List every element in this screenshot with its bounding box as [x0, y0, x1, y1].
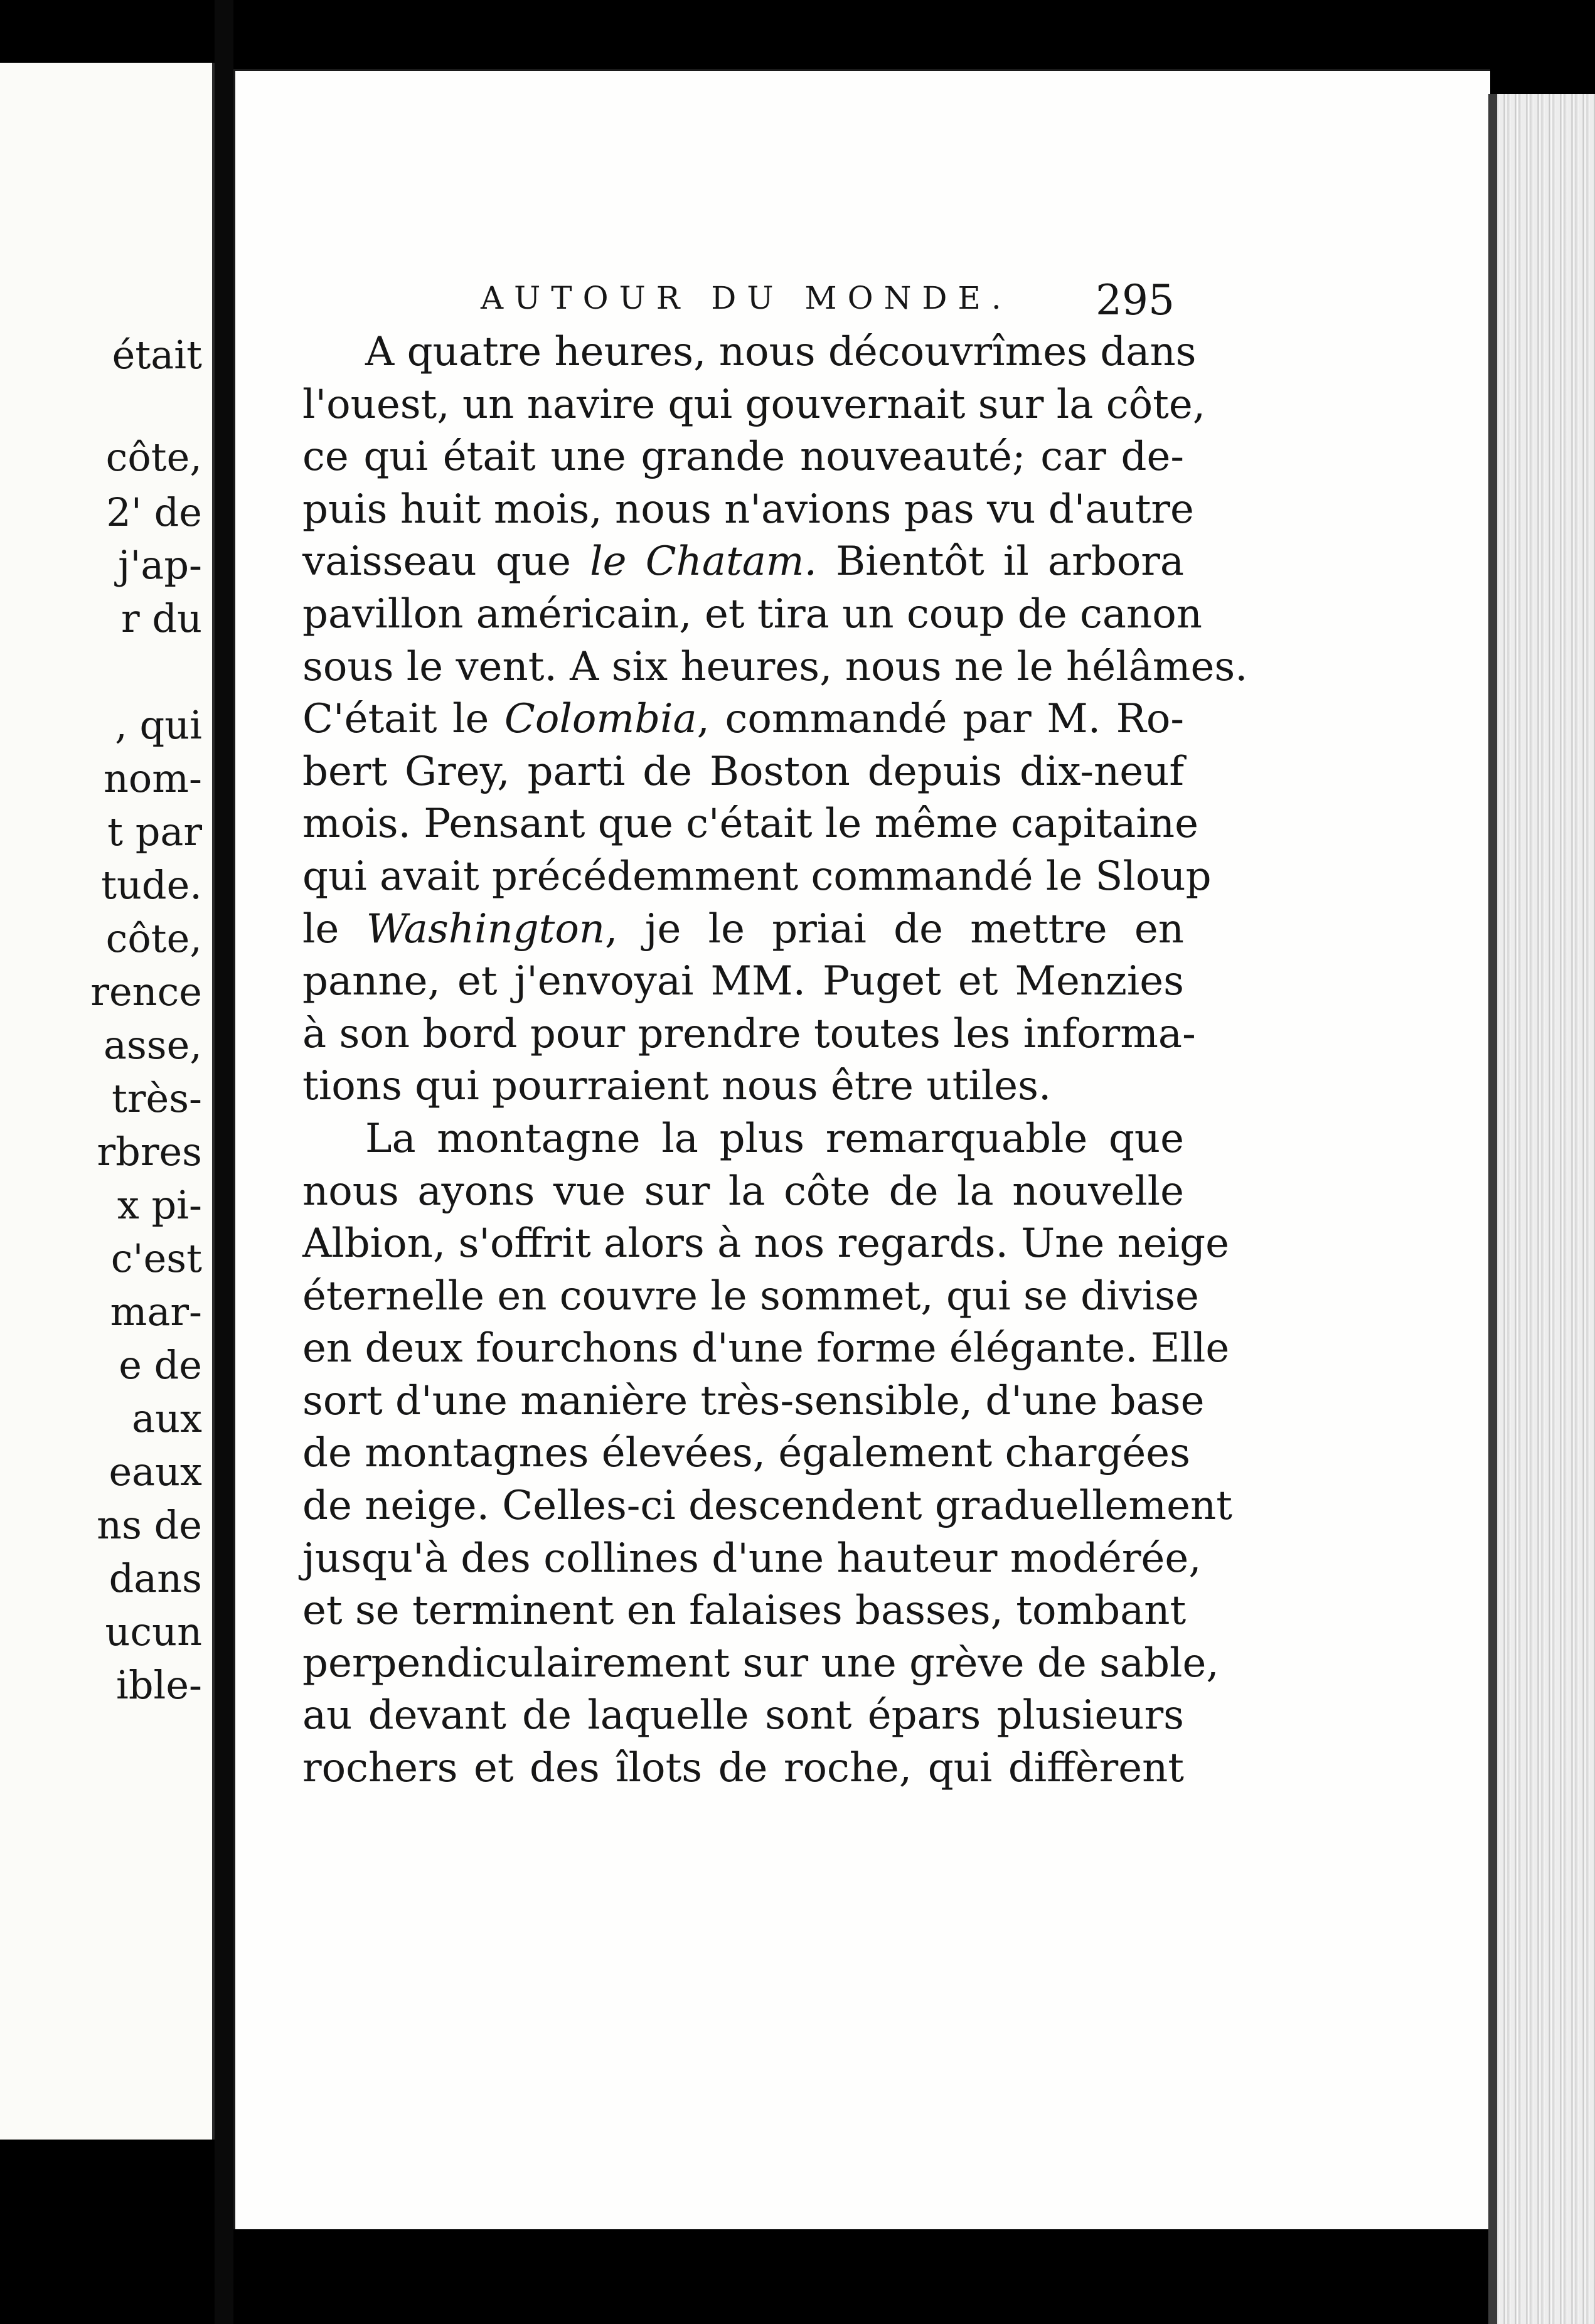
- facing-page-line: rbres: [97, 1129, 202, 1175]
- paragraph-2-line: et se terminent en falaises basses, tombant: [302, 1587, 1187, 1634]
- paragraph-1-line: l'ouest, un navire qui gouvernait sur la côte,: [302, 381, 1206, 428]
- paragraph-1-line: panne, et j'envoyai MM. Puget et Menzies: [302, 958, 1184, 1005]
- facing-page-line: , qui: [115, 702, 202, 748]
- facing-page-line: e de: [119, 1342, 202, 1388]
- paragraph-2-line: nous ayons vue sur la côte de la nouvelle: [302, 1168, 1184, 1215]
- paragraph-2-line: rochers et des îlots de roche, qui diffèrent: [302, 1745, 1184, 1792]
- facing-page-line: ible-: [116, 1662, 202, 1708]
- ship-name: Colombia: [504, 696, 697, 743]
- paragraph-2-line: La montagne la plus remarquable que: [365, 1115, 1184, 1162]
- facing-page-line: 2' de: [106, 489, 202, 535]
- paragraph-2-line: Albion, s'offrit alors à nos regards. Une neige: [302, 1220, 1229, 1267]
- facing-page-line: t par: [107, 809, 202, 855]
- paragraph-2-line: perpendiculairement sur une grève de sable,: [302, 1639, 1219, 1687]
- facing-page-line: nom-: [104, 755, 202, 801]
- page-edge-shadow: [1488, 94, 1497, 2324]
- facing-page-line: tude.: [101, 862, 202, 908]
- page-edges: [1488, 94, 1595, 2324]
- facing-page-line: dans: [109, 1555, 202, 1601]
- facing-page-line: rence: [90, 969, 202, 1015]
- page-number: 295: [1096, 276, 1175, 324]
- paragraph-1-line: puis huit mois, nous n'avions pas vu d'autre: [302, 486, 1194, 533]
- facing-page-line: côte,: [105, 915, 202, 961]
- paragraph-1-line: C'était le Colombia, commandé par M. Ro-: [302, 696, 1185, 743]
- facing-page-line: asse,: [104, 1022, 202, 1068]
- facing-page: [0, 63, 215, 2140]
- paragraph-1-line: ce qui était une grande nouveauté; car de-: [302, 434, 1184, 481]
- paragraph-1-line: mois. Pensant que c'était le même capitaine: [302, 801, 1198, 848]
- paragraph-2-line: en deux fourchons d'une forme élégante. Elle: [302, 1325, 1230, 1372]
- facing-page-line: était: [112, 332, 202, 378]
- book-gutter: [215, 0, 233, 2324]
- facing-page-line: aux: [132, 1395, 202, 1441]
- facing-page-line: r du: [121, 595, 202, 641]
- paragraph-2-line: sort d'une manière très-sensible, d'une base: [302, 1377, 1205, 1424]
- paragraph-1-line: vaisseau que le Chatam. Bientôt il arbora: [302, 538, 1184, 585]
- paragraph-1-line: A quatre heures, nous découvrîmes dans: [365, 329, 1197, 375]
- facing-page-line: eaux: [109, 1449, 202, 1495]
- paragraph-2-line: de montagnes élevées, également chargées: [302, 1430, 1190, 1477]
- facing-page-line: mar-: [110, 1289, 202, 1335]
- facing-page-line: ns de: [97, 1502, 202, 1548]
- body-text: [302, 326, 1248, 1795]
- ship-name: le Chatam.: [590, 538, 817, 585]
- paragraph-1-line: sous le vent. A six heures, nous ne le hélâmes.: [302, 643, 1248, 690]
- paragraph-1-line: bert Grey, parti de Boston depuis dix-neuf: [302, 748, 1184, 795]
- paragraph-2-line: de neige. Celles-ci descendent graduellement: [302, 1483, 1232, 1530]
- paragraph-1-line: à son bord pour prendre toutes les informa-: [302, 1010, 1196, 1057]
- paragraph-2-line: jusqu'à des collines d'une hauteur modérée,: [302, 1535, 1202, 1582]
- paragraph-1-line: tions qui pourraient nous être utiles.: [302, 1063, 1052, 1110]
- running-head: AUTOUR DU MONDE.: [481, 280, 1012, 316]
- facing-page-line: côte,: [105, 434, 202, 480]
- facing-page-line: très-: [111, 1075, 202, 1121]
- facing-page-line: ucun: [105, 1609, 202, 1655]
- paragraph-2-line: éternelle en couvre le sommet, qui se divise: [302, 1272, 1199, 1319]
- paragraph-1-line: qui avait précédemment commandé le Sloup: [302, 853, 1212, 900]
- paragraph-2-line: au devant de laquelle sont épars plusieurs: [302, 1692, 1184, 1739]
- facing-page-line: j'ap-: [118, 542, 202, 588]
- facing-page-line: x pi-: [117, 1182, 202, 1228]
- paragraph-1-line: pavillon américain, et tira un coup de canon: [302, 590, 1202, 637]
- paragraph-1-line: le Washington, je le priai de mettre en: [302, 905, 1185, 952]
- facing-page-line: c'est: [110, 1235, 202, 1281]
- ship-name: Washington: [366, 905, 605, 952]
